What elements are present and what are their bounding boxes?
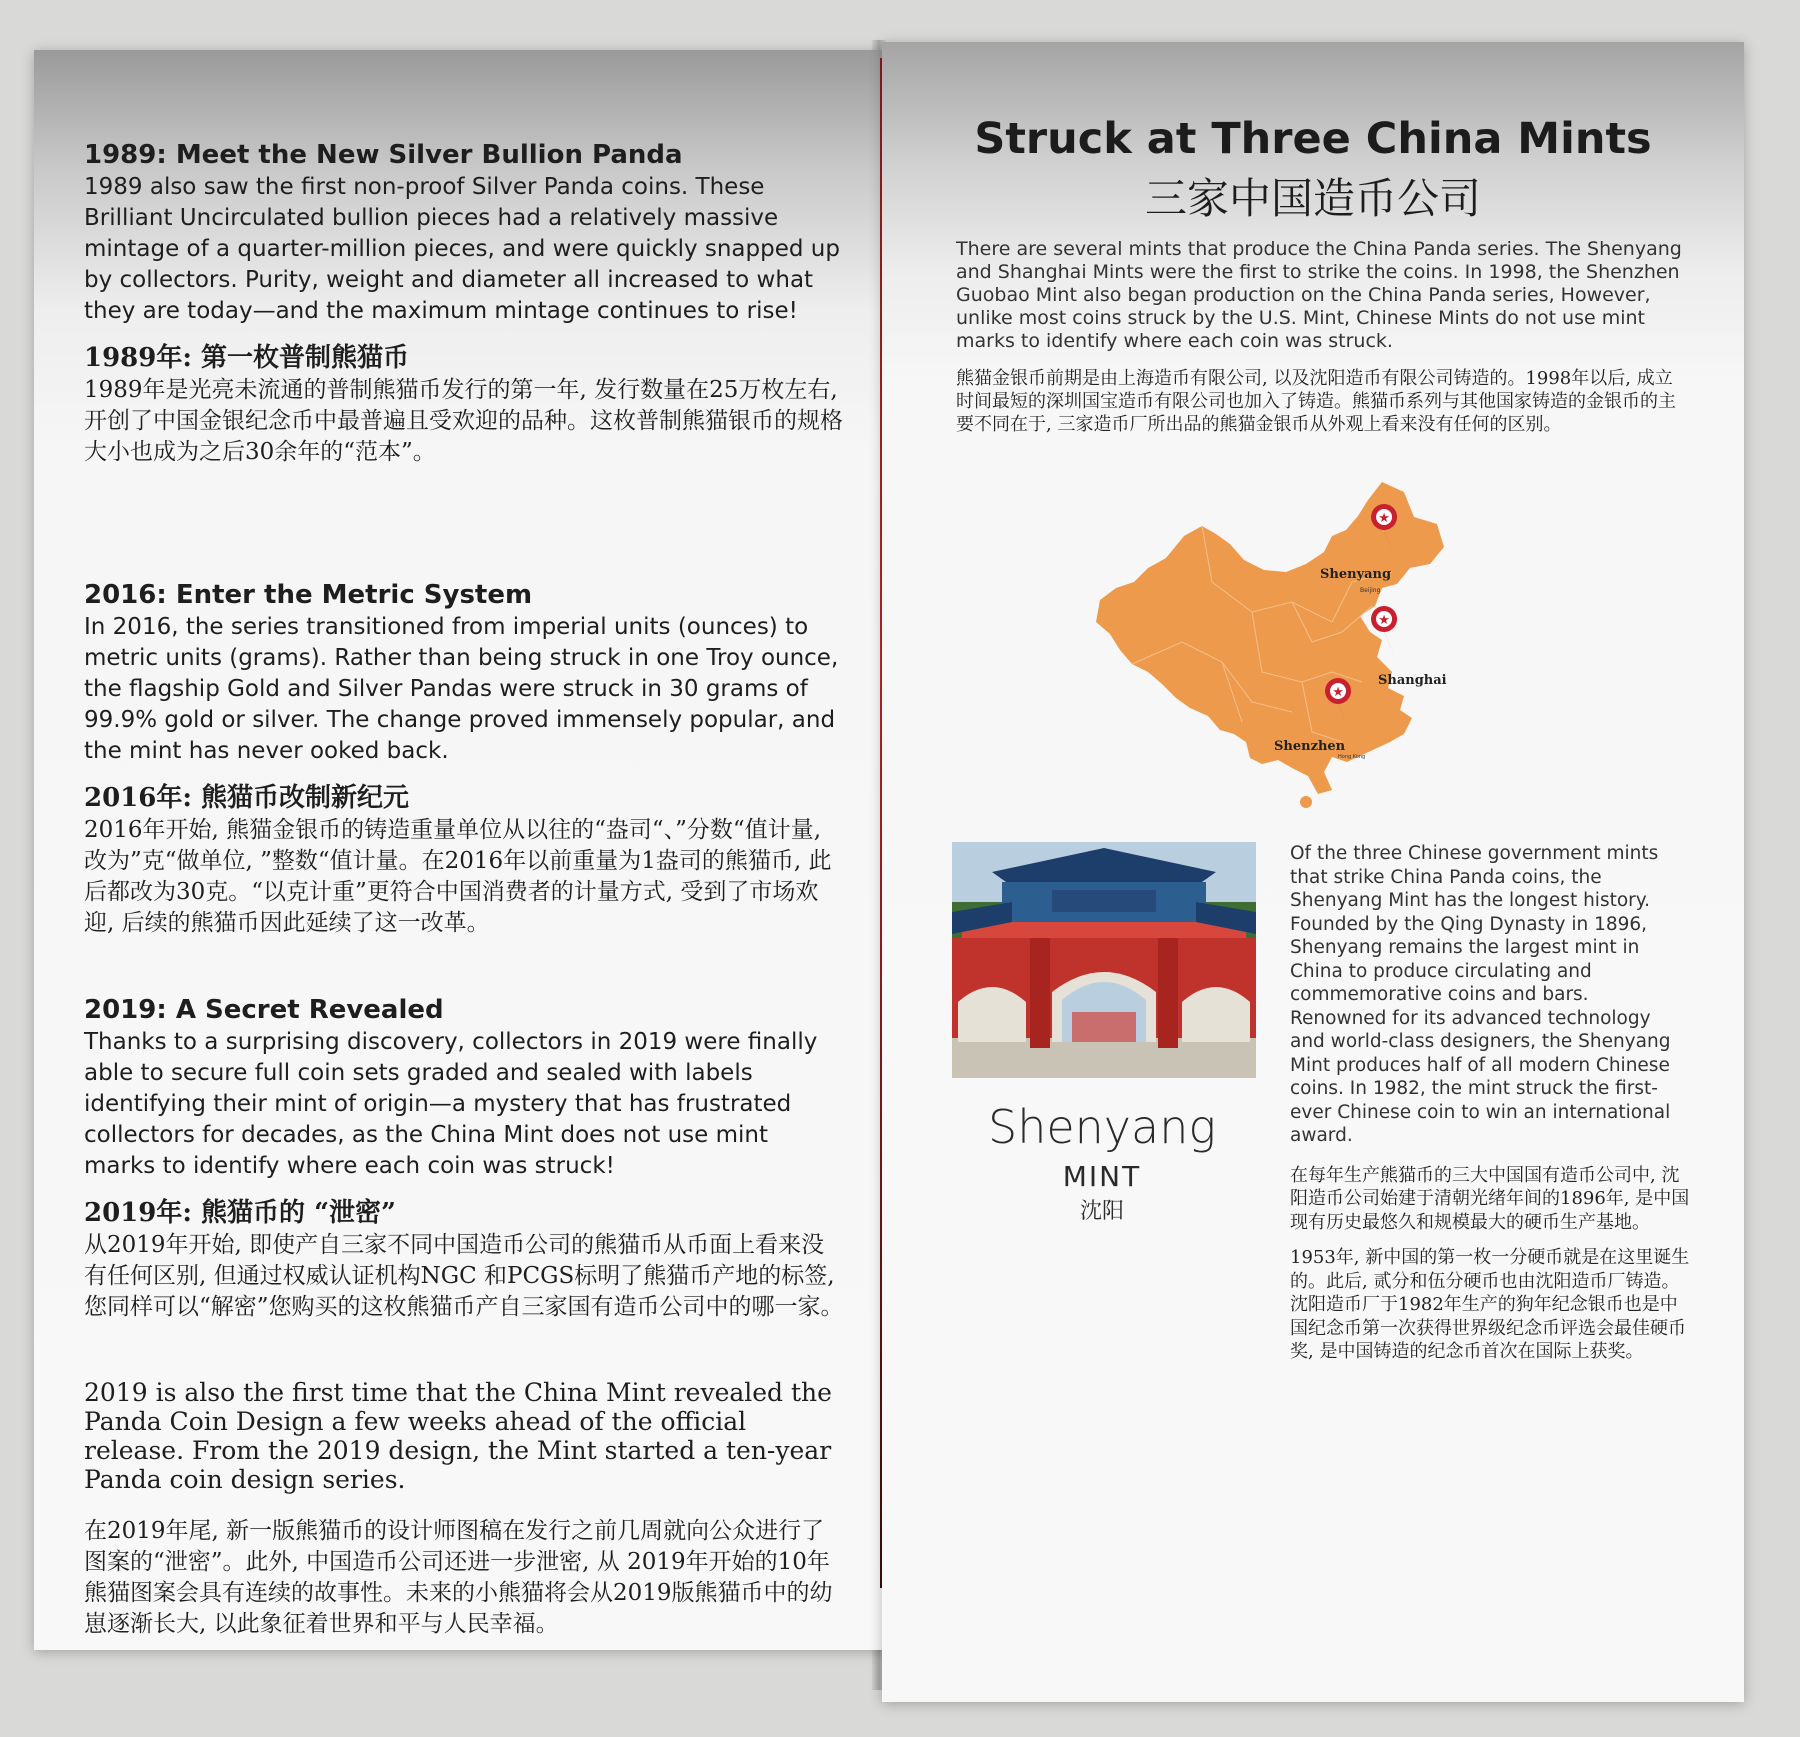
map-label-shanghai: Shanghai xyxy=(1378,673,1447,688)
map-label-hong-kong: Hong Kong xyxy=(1338,754,1366,760)
closing-cn: 在2019年尾, 新一版熊猫币的设计师图稿在发行之前几周就向公众进行了图案的“泄密”。此外, 中国造币公司还进一步泄密, 从 2019年开始的10年熊猫图案会具有连续的故事性。未来的小熊猫将会从2019版熊猫币中的幼崽逐渐长大, 以此象征着世界和平与人民幸福。 xyxy=(84,1518,833,1637)
hainan-island xyxy=(1300,796,1312,808)
intro-en: There are several mints that produce the China Panda series. The Shenyang and Shanghai Mints were the first to strike the coins. In 1998, the Shenzhen Guobao Mint also began production on the China Panda series, However, unlike most coins struck by the U.S. Mint, Chinese Mints do not use mint marks to identify where each coin was struck. xyxy=(956,238,1682,352)
mint-sub: MINT xyxy=(1062,1160,1142,1193)
left-page xyxy=(34,50,886,1650)
section-body-en: 1989 also saw the first non-proof Silver Panda coins. These Brilliant Uncirculated bullion pieces had a relatively massive mintage of a quarter-million pieces, and were quickly snapped up by collectors. Purity, weight and diameter all increased to what they are today—and the maximum mintage continues to rise! xyxy=(84,174,840,324)
right-page xyxy=(882,42,1744,1702)
map-label-beijing: Beijing xyxy=(1360,587,1381,594)
section-heading-en: 1989: Meet the New Silver Bullion Panda xyxy=(84,140,683,170)
page-title-en: Struck at Three China Mints xyxy=(974,114,1652,164)
mint-body-cn-1: 在每年生产熊猫币的三大中国国有造币公司中, 沈阳造币公司始建于清朝光绪年间的1896年, 是中国现有历史最悠久和规模最大的硬币生产基地。 xyxy=(1290,1164,1690,1233)
section-2016 xyxy=(84,578,844,939)
section-heading-cn: 2019年: 熊猫币的 “泄密” xyxy=(84,1198,396,1228)
section-heading-en: 2019: A Secret Revealed xyxy=(84,995,444,1025)
mint-body-en: Of the three Chinese government mints that strike China Panda coins, the Shenyang Mint has the longest history. Founded by the Qing Dynasty in 1896, Shenyang remains the largest mint in China to produce circulating and commemorative coins and bars. Renowned for its advanced technology and world-class designers, the Shenyang Mint produces half of all modern Chinese coins. In 1982, the mint struck the first-ever Chinese coin to win an international award. xyxy=(1290,843,1671,1146)
map-label-shenyang: Shenyang xyxy=(1320,567,1392,582)
section-body-cn: 1989年是光亮未流通的普制熊猫币发行的第一年, 发行数量在25万枚左右, 开创了中国金银纪念币中最普遍且受欢迎的品种。这枚普制熊猫银币的规格大小也成为之后30余年的“范本”。 xyxy=(84,377,843,465)
page-title-cn: 三家中国造币公司 xyxy=(1144,174,1481,223)
closing-en: 2019 is also the first time that the China Mint revealed the Panda Coin Design a few weeks ahead of the official release. From the 2019 design, the Mint started a ten-year Panda coin design series. xyxy=(84,1378,832,1494)
star-icon: ★ xyxy=(1378,613,1390,629)
section-2019 xyxy=(84,993,844,1323)
section-heading-cn: 1989年: 第一枚普制熊猫币 xyxy=(84,343,410,373)
shenyang-mint-gate-photo xyxy=(952,842,1256,1078)
section-body-cn: 从2019年开始, 即使产自三家不同中国造币公司的熊猫币从币面上看来没有任何区别, 但通过权威认证机构NGC 和PCGS标明了熊猫币产地的标签, 您同样可以“解密”您购买的这枚熊猫币产自三家国有造币公司中的哪一家。 xyxy=(84,1232,844,1320)
star-icon: ★ xyxy=(1332,685,1344,701)
section-heading-en: 2016: Enter the Metric System xyxy=(84,580,533,610)
intro-cn: 熊猫金银币前期是由上海造币有限公司, 以及沈阳造币有限公司铸造的。1998年以后, 成立时间最短的深圳国宝造币有限公司也加入了铸造。熊猫币系列与其他国家铸造的金银币的主要不同在于, 三家造币厂所出品的熊猫金银币从外观上看来没有任何的区别。 xyxy=(956,368,1676,435)
section-body-en: In 2016, the series transitioned from imperial units (ounces) to metric units (grams). Rather than being struck in one Troy ounce, the flagship Gold and Silver Pandas were struck in 30 grams of 99.9% gold or silver. The change proved immensely popular, and the mint has never ooked back. xyxy=(84,614,839,764)
mint-name: Shenyang xyxy=(988,1100,1216,1154)
china-map xyxy=(1092,472,1492,812)
mint-description xyxy=(1290,842,1690,1364)
closing-block xyxy=(84,1378,844,1640)
mint-body-cn-2: 1953年, 新中国的第一枚一分硬币就是在这里诞生的。此后, 贰分和伍分硬币也由沈阳造币厂铸造。沈阳造币厂于1982年生产的狗年纪念银币也是中国纪念币第一次获得世界级纪念币评选会最佳硬币奖, 是中国铸造的纪念币首次在国际上获奖。 xyxy=(1290,1247,1690,1362)
china-map-shape xyxy=(1096,482,1444,794)
section-body-en: Thanks to a surprising discovery, collectors in 2019 were finally able to secure full coin sets graded and sealed with labels identifying their mint of origin—a mystery that has frustrated collectors for decades, as the China Mint does not use mint marks to identify where each coin was struck! xyxy=(84,1029,818,1179)
section-body-cn: 2016年开始, 熊猫金银币的铸造重量单位从以往的“盎司“、”分数“值计量, 改为”克“做单位, ”整数“值计量。在2016年以前重量为1盎司的熊猫币, 此后都改为30克。“以克计重”更符合中国消费者的计量方式, 受到了市场欢迎, 后续的熊猫币因此延续了这一改革。 xyxy=(84,817,832,936)
map-label-shenzhen: Shenzhen xyxy=(1274,739,1346,754)
section-1989 xyxy=(84,138,844,468)
mint-name-cn: 沈阳 xyxy=(1079,1199,1124,1224)
star-icon: ★ xyxy=(1378,511,1390,527)
section-heading-cn: 2016年: 熊猫币改制新纪元 xyxy=(84,783,410,813)
intro-block xyxy=(956,238,1686,436)
